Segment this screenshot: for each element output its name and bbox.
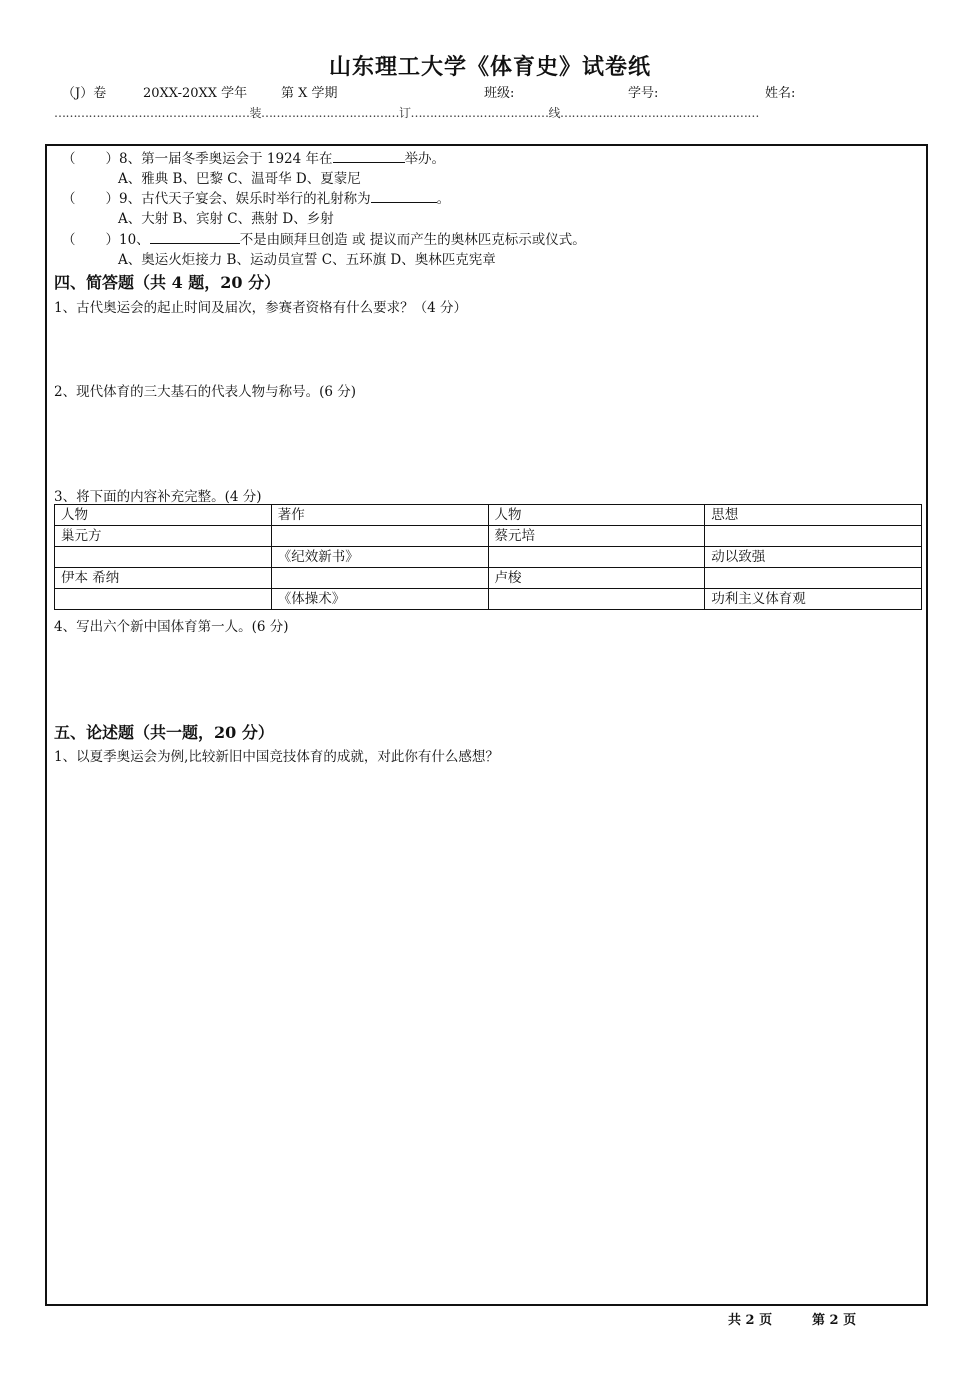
q8-paren: （: [62, 151, 76, 167]
table-row: [55, 589, 922, 610]
q10-line: [62, 228, 586, 248]
q10-paren: （: [62, 232, 76, 248]
table-cell: 伊本 希纳: [55, 568, 272, 589]
class-label: 班级:: [484, 86, 515, 101]
table-cell: [705, 526, 922, 547]
s5-question-1: 1、以夏季奥运会为例,比较新旧中国竞技体育的成就，对此你有什么感想？: [54, 749, 499, 765]
table-cell: [55, 547, 272, 568]
table-cell: 巢元方: [55, 526, 272, 547]
q8-after: 举办。: [404, 151, 446, 167]
table-cell: 蔡元培: [488, 526, 705, 547]
table-cell: 卢梭: [488, 568, 705, 589]
table-cell: 《纪效新书》: [271, 547, 488, 568]
table-row: [55, 568, 922, 589]
table-row: [55, 547, 922, 568]
name-label: 姓名:: [765, 86, 796, 101]
table-cell: [705, 568, 922, 589]
q9-blank[interactable]: [371, 188, 437, 203]
q10-text: ）10、: [105, 232, 150, 248]
q9-after: 。: [436, 191, 451, 207]
table-header-cell: 人物: [488, 505, 705, 526]
table-cell: 《体操术》: [271, 589, 488, 610]
page-number: 第 2 页: [812, 1313, 857, 1328]
term: 第 X 学期: [281, 86, 338, 101]
q10-after: 不是由顾拜旦创造 或 提议而产生的奥林匹克标示或仪式。: [239, 232, 586, 248]
q9-options: A、大射 B、宾射 C、燕射 D、乡射: [118, 211, 334, 227]
table-cell: [55, 589, 272, 610]
paper-code: （J）卷: [62, 86, 107, 101]
q9-paren: （: [62, 191, 76, 207]
s4-question-3: 3、将下面的内容补充完整。(4 分): [54, 489, 262, 505]
s4-question-4: 4、写出六个新中国体育第一人。(6 分): [54, 619, 289, 635]
table-header-row: [55, 505, 922, 526]
table-cell: 功利主义体育观: [705, 589, 922, 610]
binding-line: ……………………………………………装………………………………订………………………………线………….…………………………………: [54, 106, 759, 120]
table-cell: 动以致强: [705, 547, 922, 568]
q9-text: ）9、古代天子宴会、娱乐时举行的礼射称为: [105, 191, 371, 207]
exam-title: 山东理工大学《体育史》试卷纸: [328, 54, 651, 80]
table-header-cell: 著作: [271, 505, 488, 526]
q9-line: [62, 187, 450, 207]
s4-question-1: 1、古代奥运会的起止时间及届次，参赛者资格有什么要求？（4 分）: [54, 300, 467, 316]
page-total: 共 2 页: [728, 1313, 773, 1328]
table-cell: [488, 589, 705, 610]
table-row: [55, 526, 922, 547]
q8-text: ）8、第一届冬季奥运会于 1924 年在: [105, 151, 333, 167]
table-cell: [271, 526, 488, 547]
table-header-cell: 人物: [55, 505, 272, 526]
table-cell: [271, 568, 488, 589]
q8-line: [62, 147, 445, 167]
section5-title: 五、论述题（共一题，20 分）: [54, 723, 274, 742]
table-cell: [488, 547, 705, 568]
academic-year: 20XX-20XX 学年: [143, 86, 248, 101]
q8-options: A、雅典 B、巴黎 C、温哥华 D、夏蒙尼: [118, 171, 361, 187]
q10-blank[interactable]: [150, 229, 240, 244]
q10-options: A、奥运火炬接力 B、运动员宣誓 C、五环旗 D、奥林匹克宪章: [118, 252, 496, 268]
q8-blank[interactable]: [333, 148, 405, 163]
s4-question-2: 2、现代体育的三大基石的代表人物与称号。(6 分): [54, 384, 357, 400]
section4-title: 四、简答题（共 4 题，20 分）: [54, 273, 281, 292]
fill-in-table: [54, 504, 922, 610]
student-no-label: 学号:: [628, 86, 659, 101]
table-header-cell: 思想: [705, 505, 922, 526]
